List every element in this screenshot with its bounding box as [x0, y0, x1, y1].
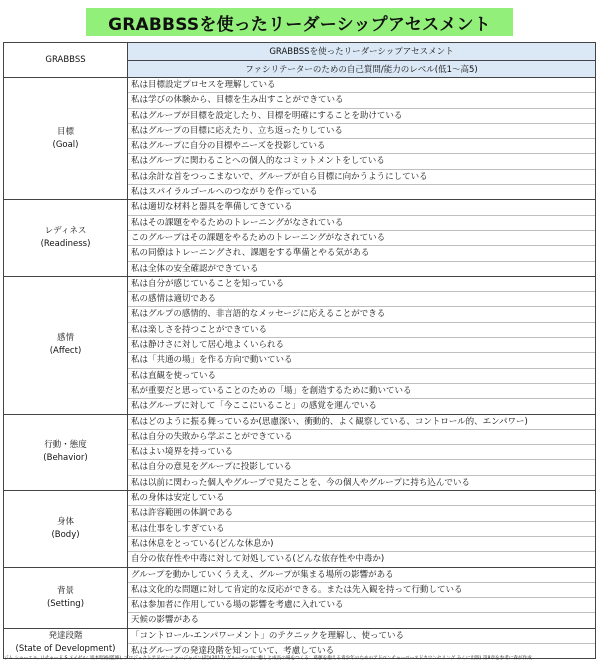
assessment-item: 私は自分の意見をグループに投影している: [128, 460, 595, 475]
source-citation: ジム ショーエル, リチャード S.メイゼル: 坂本昭裕(監修), プロジェクトアドベンチャージャパン(訳)(2017) グループの中に癒しと成長の場をつくる：葛藤を抱える青少年のためのアドベンチャーベースドカウンセリング みくに出版) 第8章を参考に森が作成: [4, 656, 532, 661]
category-subtitle: (Behavior): [43, 453, 88, 464]
category-cell: [4, 567, 128, 628]
assessment-body: [4, 78, 596, 659]
assessment-item: 私は休息をとっている(どんな休息か): [128, 537, 595, 552]
assessment-item: 私はグループが目標を設定したり、目標を明確にすることを助けている: [128, 109, 595, 124]
assessment-item: 私が重要だと思っていることのための「場」を創造するために動いている: [128, 384, 595, 399]
category-cell: [4, 78, 128, 200]
category-items: [128, 567, 596, 628]
category-name: 感情: [56, 333, 74, 344]
category-name: 身体: [56, 516, 74, 527]
assessment-item: 私の同僚はトレーニングされ、課題をする準備とやる気がある: [128, 246, 595, 261]
category-items: [128, 78, 596, 200]
assessment-item: 私は余計な首をつっこまないで、グループが自ら目標に向かうようにしている: [128, 170, 595, 185]
assessment-item: 私は許容範囲の体調である: [128, 506, 595, 521]
assessment-item: 私は自分の失敗から学ぶことができている: [128, 430, 595, 445]
category-name: レディネス: [44, 226, 87, 237]
assessment-item: 私はグループに対して「今ここにいること」の感覚を運んでいる: [131, 401, 377, 412]
assessment-item: 私はグループに自分の目標やニーズを投影している: [128, 139, 595, 154]
category-row: [4, 491, 596, 567]
assessment-item: 私は全体の安全確認ができている: [131, 263, 259, 274]
assessment-item: 私はよい境界を持っている: [128, 445, 595, 460]
assessment-item: 自分の依存性や中毒に対して対処している(どんな依存性や中毒か): [131, 554, 385, 565]
assessment-item: 「コントロール-エンパワーメント」のテクニックを理解し、使っている: [128, 629, 595, 644]
category-name: 目標: [56, 126, 74, 137]
assessment-item: 天候の影響がある: [131, 615, 200, 626]
category-name: 行動・態度: [44, 440, 87, 451]
assessment-item: 私はグルプの感情的、非言語的なメッセージに応えることができる: [128, 307, 595, 322]
corner-header: GRABBSS: [4, 43, 128, 78]
assessment-item: 私の感情は適切である: [128, 292, 595, 307]
category-cell: [4, 276, 128, 414]
assessment-item: 私は「共通の場」を作る方向で動いている: [128, 353, 595, 368]
assessment-item: グループを動かしていくうええ、グループが集まる場所の影響がある: [128, 568, 595, 583]
assessment-item: 私は参加者に作用している場の影響を考慮に入れている: [128, 598, 595, 613]
category-subtitle: (State of Development): [15, 644, 116, 655]
assessment-item: 私は以前に関わった個人やグループで見たことを、今の個人やグループに持ち込んでいる: [131, 477, 470, 488]
category-row: [4, 567, 596, 628]
page-title: GRABBSSを使ったリーダーシップアセスメント: [86, 8, 513, 36]
category-subtitle: (Setting): [46, 598, 85, 609]
assessment-item: 私は学びの体験から、目標を生み出すことができている: [128, 93, 595, 108]
assessment-item: 私はどのように振る舞っているか(思慮深い、衝動的、よく観察している、コントロール的、エンパワー): [128, 415, 595, 430]
assessment-table: [3, 42, 596, 659]
category-cell: [4, 200, 128, 276]
category-subtitle: (Body): [51, 529, 80, 540]
assessment-item: 私はグループの発達段階を知っていて、考慮している: [131, 645, 335, 656]
category-items: [128, 200, 596, 276]
category-items: [128, 414, 596, 490]
assessment-item: 私は仕事をしすぎている: [128, 522, 595, 537]
category-name: 発達段階: [48, 631, 83, 642]
category-name: 背景: [56, 585, 74, 596]
category-cell: [4, 414, 128, 490]
assessment-item: 私は適切な材料と器具を準備してきている: [128, 200, 595, 215]
category-row: [4, 276, 596, 414]
category-subtitle: (Readiness): [40, 239, 91, 250]
category-subtitle: (Goal): [52, 139, 79, 150]
category-items: [128, 491, 596, 567]
assessment-item: 私はスパイラルゴールへのつながりを作っている: [131, 187, 318, 198]
category-row: [4, 78, 596, 200]
table-header-subtitle: ファシリテーターのための自己質問/能力のレベル(低1〜高5): [128, 60, 596, 78]
category-row: [4, 414, 596, 490]
table-header-title: GRABBSSを使ったリーダーシップアセスメント: [128, 43, 596, 61]
assessment-item: 私はグループの目標に応えたり、立ち返ったりしている: [128, 124, 595, 139]
assessment-item: 私は目標設定プロセスを理解している: [128, 78, 595, 93]
assessment-item: 私は直観を使っている: [128, 369, 595, 384]
category-items: [128, 276, 596, 414]
assessment-item: 私はグループに関わることへの個人的なコミットメントをしている: [128, 154, 595, 169]
assessment-item: 私は楽しさを持つことができている: [128, 323, 595, 338]
category-row: [4, 200, 596, 276]
assessment-item: このグループはその課題をやるためのトレーニングがなされている: [128, 231, 595, 246]
assessment-item: 私は静けさに対して居心地よくいられる: [128, 338, 595, 353]
assessment-item: 私はその課題をやるためのトレーニングがなされている: [128, 216, 595, 231]
category-subtitle: (Affect): [49, 346, 82, 357]
assessment-item: 私は文化的な問題に対して肯定的な反応ができる。または先入観を持って行動している: [128, 583, 595, 598]
category-cell: [4, 491, 128, 567]
assessment-item: 私は自分が感じていることを知っている: [128, 277, 595, 292]
assessment-item: 私の身体は安定している: [128, 491, 595, 506]
